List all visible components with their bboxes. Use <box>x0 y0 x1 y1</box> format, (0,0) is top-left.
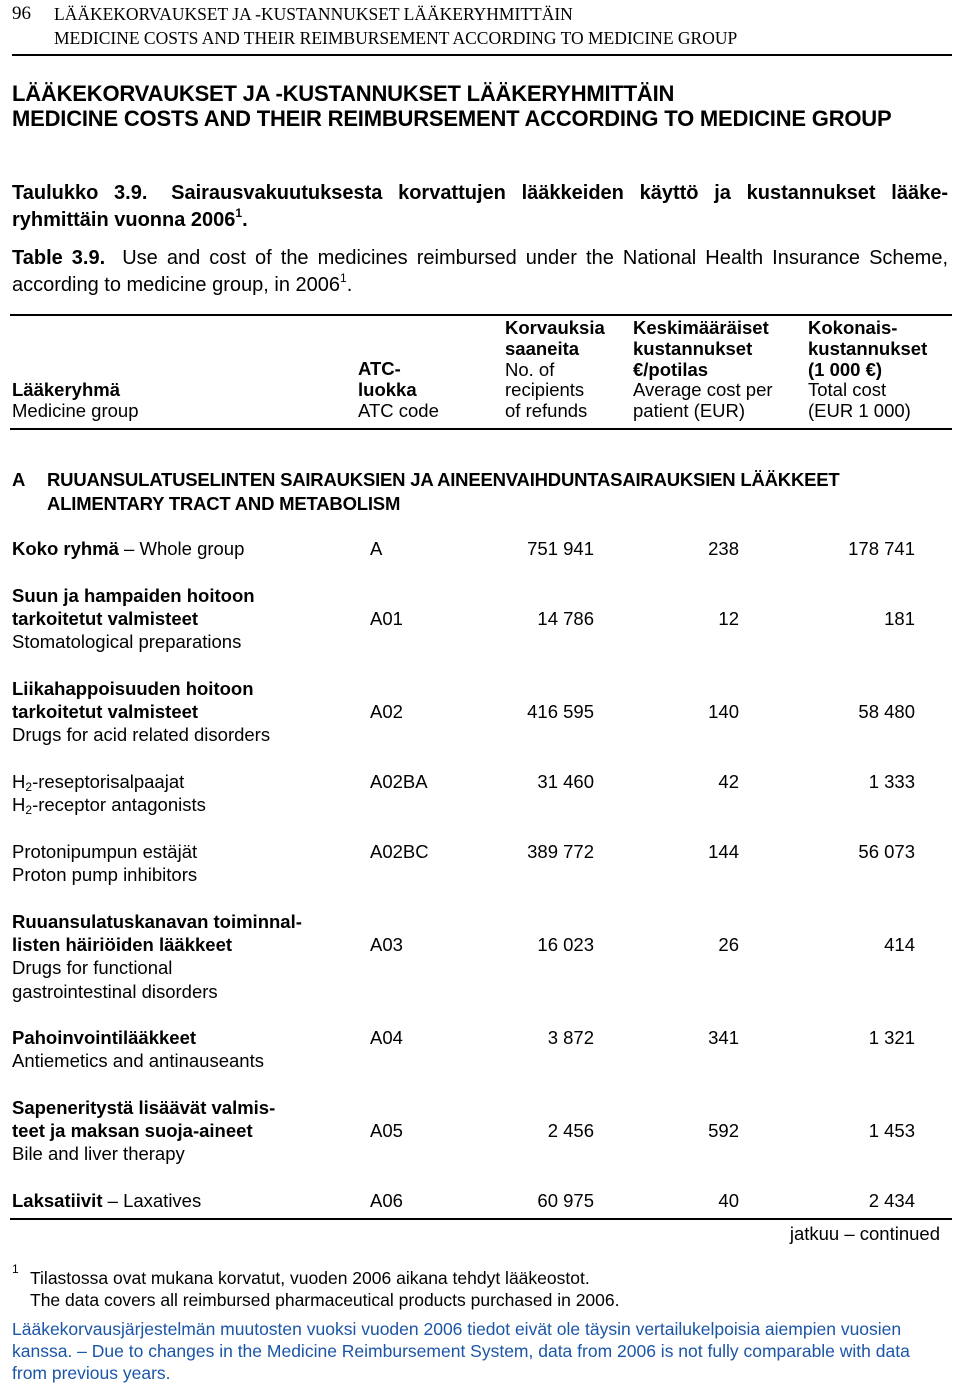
table-row-label <box>12 1189 201 1212</box>
row-name-fi-2: tarkoitetut valmisteet <box>12 701 199 723</box>
header-avg-en2: patient (EUR) <box>633 400 746 422</box>
row-atc: A02BC <box>370 841 429 862</box>
header-total-fi2: kustannukset <box>808 337 928 359</box>
header-total-en2: (EUR 1 000) <box>808 400 911 422</box>
caption-text-en: Use and cost of the medicines reimbursed under the National Health Insurance Scheme, according to medicine group, in 2006 <box>12 247 948 296</box>
header-atc-fi1: ATC- <box>358 358 401 379</box>
row-total-cost: 178 741 <box>848 538 915 559</box>
header-group-fi: Lääkeryhmä <box>12 379 120 400</box>
row-avg-cost: 140 <box>708 701 739 722</box>
row-recipients: 3 872 <box>547 1027 594 1048</box>
header-recipients-en3: of refunds <box>505 400 588 422</box>
page-number: 96 <box>12 3 31 24</box>
row-avg-cost: 12 <box>718 608 739 629</box>
header-atc-en: ATC code <box>358 399 439 421</box>
row-recipients: 31 460 <box>537 771 594 792</box>
table-row-label <box>12 677 270 747</box>
header-recipients <box>505 318 605 422</box>
section-title-en: MEDICINE COSTS AND THEIR REIMBURSEMENT ACCORDING TO MEDICINE GROUP <box>12 106 892 131</box>
row-recipients: 751 941 <box>527 538 594 559</box>
row-name-fi-2: teet ja maksan suoja-aineet <box>12 1120 253 1142</box>
table-row-label <box>12 1026 264 1072</box>
header-total-en1: Total cost <box>808 379 887 401</box>
header-group-en: Medicine group <box>12 399 139 421</box>
row-recipients: 2 456 <box>547 1120 594 1141</box>
header-total-fi1: Kokonais- <box>808 317 898 338</box>
row-total-cost: 58 480 <box>858 701 915 722</box>
caption-footnote-ref-en: 1 <box>340 271 347 285</box>
row-name-en: Stomatological preparations <box>12 631 242 653</box>
continued-label: jatkuu – continued <box>789 1223 940 1244</box>
row-name-fi-1: Suun ja hampaiden hoitoon <box>12 585 255 606</box>
header-recipients-en2: recipients <box>505 379 585 401</box>
row-name-en-2: gastrointestinal disorders <box>12 980 218 1002</box>
row-name-fi: Laksatiivit <box>12 1190 103 1211</box>
row-total-cost: 2 434 <box>868 1190 915 1211</box>
row-total-cost: 1 453 <box>868 1120 915 1141</box>
row-avg-cost: 238 <box>708 538 739 559</box>
group-title-en: ALIMENTARY TRACT AND METABOLISM <box>47 493 401 514</box>
row-name-fi-1: Sapeneritystä lisäävät valmis- <box>12 1097 276 1118</box>
row-total-cost: 181 <box>884 608 915 629</box>
row-name-en: Proton pump inhibitors <box>12 864 198 886</box>
header-recipients-fi2: saaneita <box>505 337 580 359</box>
row-name-fi: $H_2$-reseptorisalpaajat <box>12 771 185 794</box>
row-avg-cost: 341 <box>708 1027 739 1048</box>
row-name-fi: Koko ryhmä <box>12 538 119 559</box>
row-name-en: Drugs for acid related disorders <box>12 724 271 746</box>
table-top-rule <box>10 314 952 316</box>
row-name-fi-1: Liikahappoisuuden hoitoon <box>12 678 254 699</box>
row-name-en: Bile and liver therapy <box>12 1143 185 1165</box>
comparability-note: Lääkekorvausjärjestelmän muutosten vuoksi vuoden 2006 tiedot eivät ole täysin vertailukelpoisia aiempien vuosien kanssa. – Due to changes in the Medicine Reimbursement System, data from 2006 is not fully comparable with data from previous years. <box>12 1319 910 1383</box>
row-name-fi-2: tarkoitetut valmisteet <box>12 608 199 630</box>
table-caption-en <box>12 245 948 299</box>
caption-text-fi: Sairausvakuutuksesta korvattujen lääkkeiden käyttö ja kustannukset lääkeryhmittäin vuonna 2006 <box>12 182 948 231</box>
row-atc: A05 <box>370 1120 403 1141</box>
header-atc <box>358 359 439 421</box>
header-average-cost <box>633 318 773 422</box>
header-rule <box>12 54 952 56</box>
table-row-label <box>12 770 206 816</box>
row-recipients: 389 772 <box>527 841 594 862</box>
row-total-cost: 1 321 <box>868 1027 915 1048</box>
section-title-fi: LÄÄKEKORVAUKSET JA -KUSTANNUKSET LÄÄKERYHMITTÄIN <box>12 81 675 106</box>
row-avg-cost: 42 <box>718 771 739 792</box>
header-recipients-en1: No. of <box>505 358 555 380</box>
row-name-fi-1: Ruuansulatuskanavan toiminnal- <box>12 911 302 932</box>
row-name-en: – Laxatives <box>102 1190 202 1211</box>
footnote-mark: 1 <box>12 1262 19 1276</box>
running-header-title-en: MEDICINE COSTS AND THEIR REIMBURSEMENT ACCORDING TO MEDICINE GROUP <box>54 28 738 48</box>
running-header-title-fi: LÄÄKEKORVAUKSET JA -KUSTANNUKSET LÄÄKERYHMITTÄIN <box>54 4 573 24</box>
row-total-cost: 414 <box>884 934 915 955</box>
section-title <box>12 81 891 131</box>
row-recipients: 60 975 <box>537 1190 594 1211</box>
group-title-fi: RUUANSULATUSELINTEN SAIRAUKSIEN JA AINEENVAIHDUNTASAIRAUKSIEN LÄÄKKEET <box>47 469 840 490</box>
table-row-label <box>12 1096 275 1166</box>
header-total-cost <box>808 318 927 422</box>
group-letter: A <box>12 469 26 490</box>
table-row-label <box>12 537 244 560</box>
caption-end-fi: . <box>242 209 248 231</box>
row-total-cost: 1 333 <box>868 771 915 792</box>
row-atc: A04 <box>370 1027 403 1048</box>
row-name-fi: Protonipumpun estäjät <box>12 841 198 862</box>
row-avg-cost: 592 <box>708 1120 739 1141</box>
footnote-fi: Tilastossa ovat mukana korvatut, vuoden 2006 aikana tehdyt lääkeostot. <box>30 1268 590 1288</box>
row-atc: A <box>370 538 383 559</box>
row-name-en-1: Drugs for functional <box>12 957 173 979</box>
header-avg-en1: Average cost per <box>633 379 773 401</box>
caption-end-en: . <box>346 274 353 296</box>
caption-label-en: Table 3.9. <box>12 247 106 269</box>
footnote <box>30 1267 620 1311</box>
header-total-fi3: (1 000 €) <box>808 358 883 380</box>
header-recipients-fi1: Korvauksia <box>505 317 605 338</box>
row-recipients: 16 023 <box>537 934 594 955</box>
table-row-label <box>12 910 302 1003</box>
row-name-fi: Pahoinvointilääkkeet <box>12 1027 197 1048</box>
row-recipients: 416 595 <box>527 701 594 722</box>
row-avg-cost: 26 <box>718 934 739 955</box>
row-recipients: 14 786 <box>537 608 594 629</box>
table-header-rule <box>10 428 952 430</box>
group-title <box>47 468 840 516</box>
row-atc: A02BA <box>370 771 428 792</box>
row-name-en: – Whole group <box>118 538 245 559</box>
header-avg-fi2: kustannukset <box>633 337 753 359</box>
table-row-label <box>12 584 255 654</box>
table-caption-fi <box>12 180 948 234</box>
table-row-label <box>12 840 197 886</box>
header-medicine-group <box>12 380 139 422</box>
footnote-en: The data covers all reimbursed pharmaceutical products purchased in 2006. <box>30 1290 620 1310</box>
caption-footnote-ref-fi: 1 <box>235 206 243 220</box>
header-atc-fi2: luokka <box>358 378 417 400</box>
row-total-cost: 56 073 <box>858 841 915 862</box>
header-avg-fi3: €/potilas <box>633 358 709 380</box>
row-name-en: $H_2$-receptor antagonists <box>12 794 206 818</box>
row-atc: A01 <box>370 608 403 629</box>
row-name-fi-2: listen häiriöiden lääkkeet <box>12 934 233 956</box>
row-atc: A02 <box>370 701 403 722</box>
row-avg-cost: 40 <box>718 1190 739 1211</box>
table-bottom-rule <box>10 1218 952 1220</box>
row-name-en: Antiemetics and antinauseants <box>12 1050 264 1072</box>
row-atc: A03 <box>370 934 403 955</box>
caption-label-fi: Taulukko 3.9. <box>12 182 148 204</box>
row-avg-cost: 144 <box>708 841 739 862</box>
header-avg-fi1: Keskimääräiset <box>633 317 769 338</box>
row-atc: A06 <box>370 1190 403 1211</box>
